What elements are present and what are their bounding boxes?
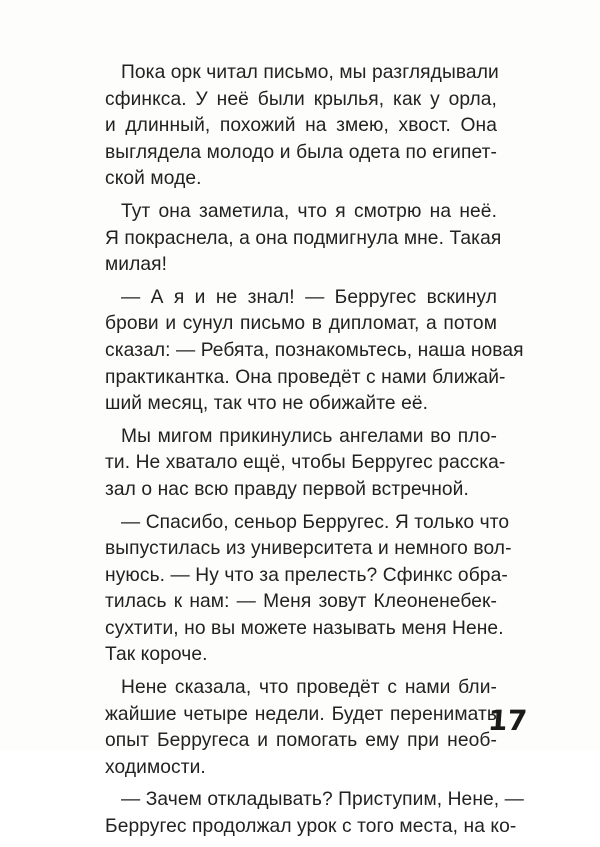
text-line: — А я и не знал! — Берругес вскинул [121,286,497,308]
page-number: 17 [486,704,529,737]
paragraph [105,285,524,418]
text-line: опыт Берругеса и помогать ему при необ- [105,730,497,752]
text-line: — Спасибо, сеньор Берругес. Я только что [121,511,510,533]
text-line: тилась к нам: — Меня зовут Клеоненебек- [105,591,497,613]
text-line: Нене сказала, что проведёт с нами бли- [121,677,497,699]
text-line: — Зачем откладывать? Приступим, Нене, — [121,789,524,811]
text-line: ской моде. [105,168,202,190]
text-line: милая! [105,254,168,276]
text-line: сухтити, но вы можете называть меня Нене. [105,617,504,639]
text-line: выпустилась из университета и немного вол- [105,538,512,560]
text-line: Я покраснела, а она подмигнула мне. Такая [105,227,502,249]
text-line: выглядела молодо и была одета по египет- [105,141,497,163]
text-line: зал о нас всю правду первой встречной. [105,478,469,500]
paragraph [105,424,506,504]
text-line: Тут она заметила, что я смотрю на неё. [121,200,497,222]
text-line: ти. Не хватало ещё, чтобы Берругес расска- [105,452,506,474]
text-line: Пока орк читал письмо, мы разглядывали [121,62,499,83]
text-line: Так короче. [105,644,208,666]
text-line: жайшие четыре недели. Будет перенимать [105,703,497,725]
text-line: Берругес продолжал урок с того места, на ко- [105,816,517,838]
paragraph [105,675,497,781]
paragraph [105,199,502,279]
paragraph [105,510,512,670]
text-line: ходимости. [105,756,206,778]
text-line: сфинкса. У неё были крылья, как у орла, [105,88,497,110]
text-line: Мы мигом прикинулись ангелами во пло- [121,425,497,447]
text-line: сказал: — Ребята, познакомьтесь, наша новая [105,339,524,361]
text-line: нуюсь. — Ну что за прелесть? Сфинкс обра- [105,564,508,586]
text-line: практикантка. Она проведёт с нами ближай- [105,366,506,388]
text-line: брови и сунул письмо в дипломат, а потом [105,313,497,335]
paragraph [105,787,524,840]
text-line: и длинный, похожий на змею, хвост. Она [105,115,497,137]
text-line: ший месяц, так что не обижайте её. [105,393,429,415]
paragraph [105,60,497,193]
